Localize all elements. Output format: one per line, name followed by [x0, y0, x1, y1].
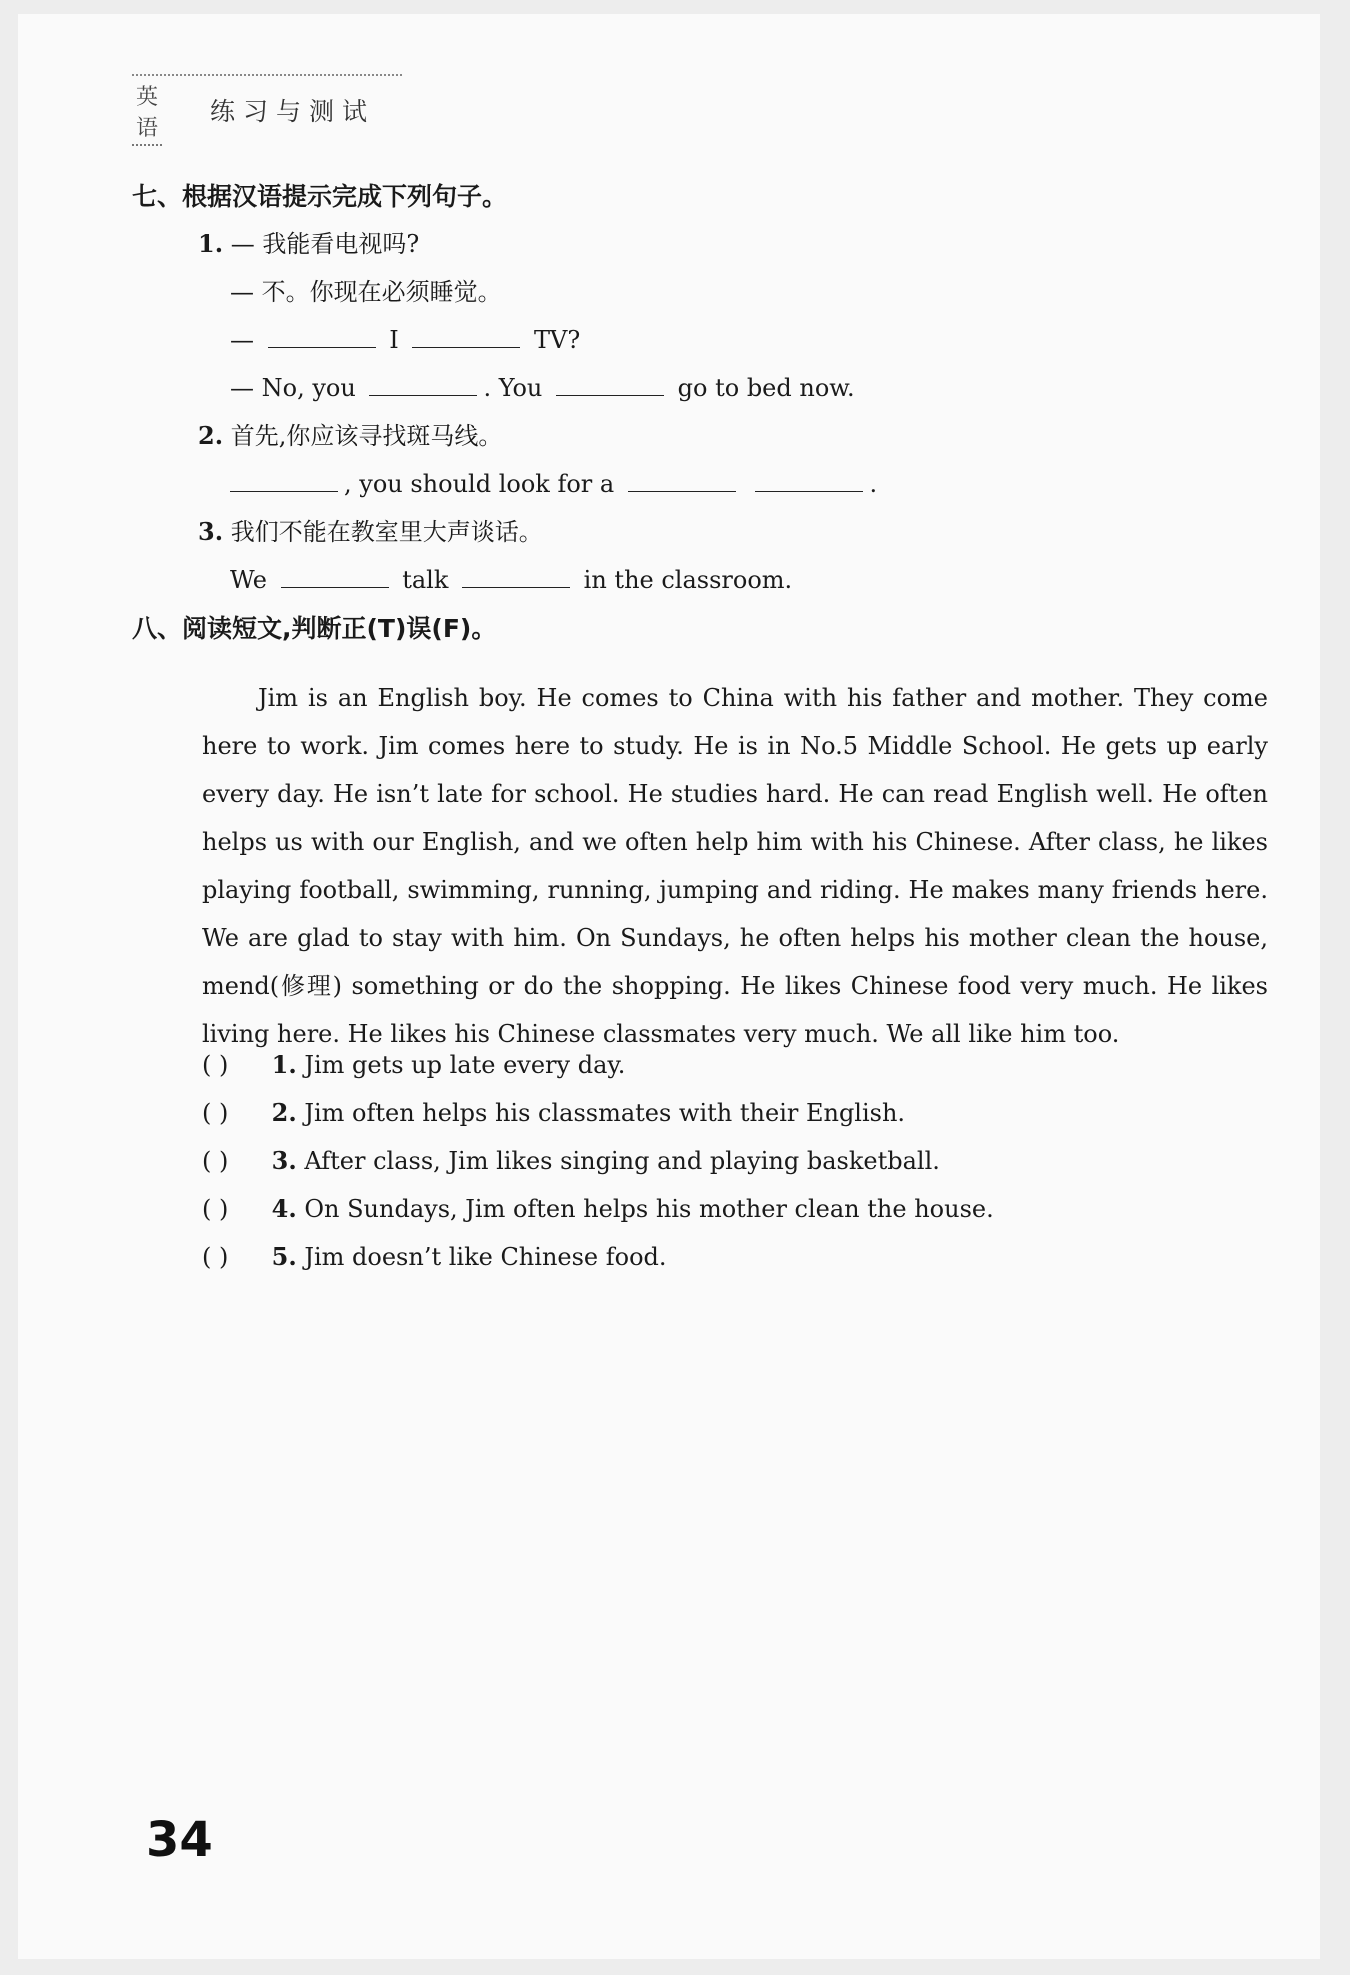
- q3-en-end: in the classroom.: [583, 566, 793, 594]
- tf-item-number: 5.: [271, 1242, 297, 1271]
- tf-item-2: [202, 1098, 905, 1127]
- q1-chinese-a: [198, 229, 420, 258]
- worksheet-page: [18, 14, 1320, 1959]
- q1-en-a-dash: —: [230, 326, 254, 354]
- q1-number: 1.: [198, 229, 224, 258]
- answer-blank[interactable]: [462, 569, 570, 588]
- tf-item-number: 2.: [271, 1098, 297, 1127]
- q1-en-b-start: — No, you: [230, 374, 356, 402]
- answer-blank[interactable]: [230, 473, 338, 492]
- q1-english-b: [230, 376, 855, 400]
- answer-paren[interactable]: ( ): [202, 1051, 229, 1079]
- answer-blank[interactable]: [628, 473, 736, 492]
- tf-item-text: Jim doesn’t like Chinese food.: [304, 1243, 667, 1271]
- tf-item-text: Jim often helps his classmates with their English.: [304, 1099, 906, 1127]
- q1-cn-a-text: — 我能看电视吗?: [230, 230, 420, 258]
- q1-en-b-end: go to bed now.: [677, 374, 855, 402]
- section-7-heading: 七、根据汉语提示完成下列句子。: [132, 182, 508, 211]
- q3-cn-text: 我们不能在教室里大声谈话。: [230, 518, 543, 546]
- tf-item-number: 3.: [271, 1146, 297, 1175]
- q2-en-mid: , you should look for a: [344, 470, 615, 498]
- answer-blank[interactable]: [281, 569, 389, 588]
- q2-en-end: .: [869, 470, 878, 498]
- reading-passage: Jim is an English boy. He comes to China with his father and mother. They come here to work. Jim comes here to study. He is in No.5 Middle School. He gets up early every day. He isn’t late for school. He studies hard. He can read English well. He often helps us with our English, and we often help him with his Chinese. After class, he likes playing football, swimming, running, jumping and riding. He makes many friends here. We are glad to stay with him. On Sundays, he often helps his mother clean the house, mend(修理) something or do the shopping. He likes Chinese food very much. He likes living here. He likes his Chinese classmates very much. We all like him too.: [202, 684, 1268, 1048]
- q1-en-b-mid: . You: [483, 374, 543, 402]
- q3-number: 3.: [198, 517, 224, 546]
- q1-english-a: [230, 328, 580, 352]
- q1-en-a-mid: I: [389, 326, 399, 354]
- answer-blank[interactable]: [268, 329, 376, 348]
- tf-item-5: [202, 1242, 667, 1271]
- answer-paren[interactable]: ( ): [202, 1195, 229, 1223]
- tf-item-text: On Sundays, Jim often helps his mother clean the house.: [304, 1195, 994, 1223]
- q2-english: [230, 472, 877, 496]
- q3-en-mid: talk: [402, 566, 449, 594]
- tf-item-1: [202, 1050, 625, 1079]
- tf-item-4: [202, 1194, 994, 1223]
- q3-en-start: We: [230, 566, 267, 594]
- tf-item-text: After class, Jim likes singing and playing basketball.: [304, 1147, 940, 1175]
- q2-number: 2.: [198, 421, 224, 450]
- answer-paren[interactable]: ( ): [202, 1243, 229, 1271]
- q2-chinese: [198, 421, 503, 450]
- answer-blank[interactable]: [369, 377, 477, 396]
- answer-paren[interactable]: ( ): [202, 1099, 229, 1127]
- tf-item-number: 1.: [271, 1050, 297, 1079]
- tf-item-3: [202, 1146, 940, 1175]
- section-8-heading: 八、阅读短文,判断正(T)误(F)。: [132, 614, 497, 643]
- page-number: 34: [146, 1812, 213, 1868]
- tf-item-text: Jim gets up late every day.: [304, 1051, 626, 1079]
- subject-label: 英语: [132, 80, 162, 146]
- series-title: 练习与测试: [210, 97, 376, 126]
- q1-chinese-b: — 不。你现在必须睡觉。: [230, 278, 502, 306]
- answer-blank[interactable]: [556, 377, 664, 396]
- answer-blank[interactable]: [755, 473, 863, 492]
- q2-cn-text: 首先,你应该寻找斑马线。: [230, 422, 503, 450]
- header-dotted-rule: [132, 74, 402, 76]
- answer-blank[interactable]: [412, 329, 520, 348]
- answer-paren[interactable]: ( ): [202, 1147, 229, 1175]
- q3-chinese: [198, 517, 543, 546]
- q3-english: [230, 568, 792, 592]
- q1-en-a-end: TV?: [534, 326, 581, 354]
- tf-item-number: 4.: [271, 1194, 297, 1223]
